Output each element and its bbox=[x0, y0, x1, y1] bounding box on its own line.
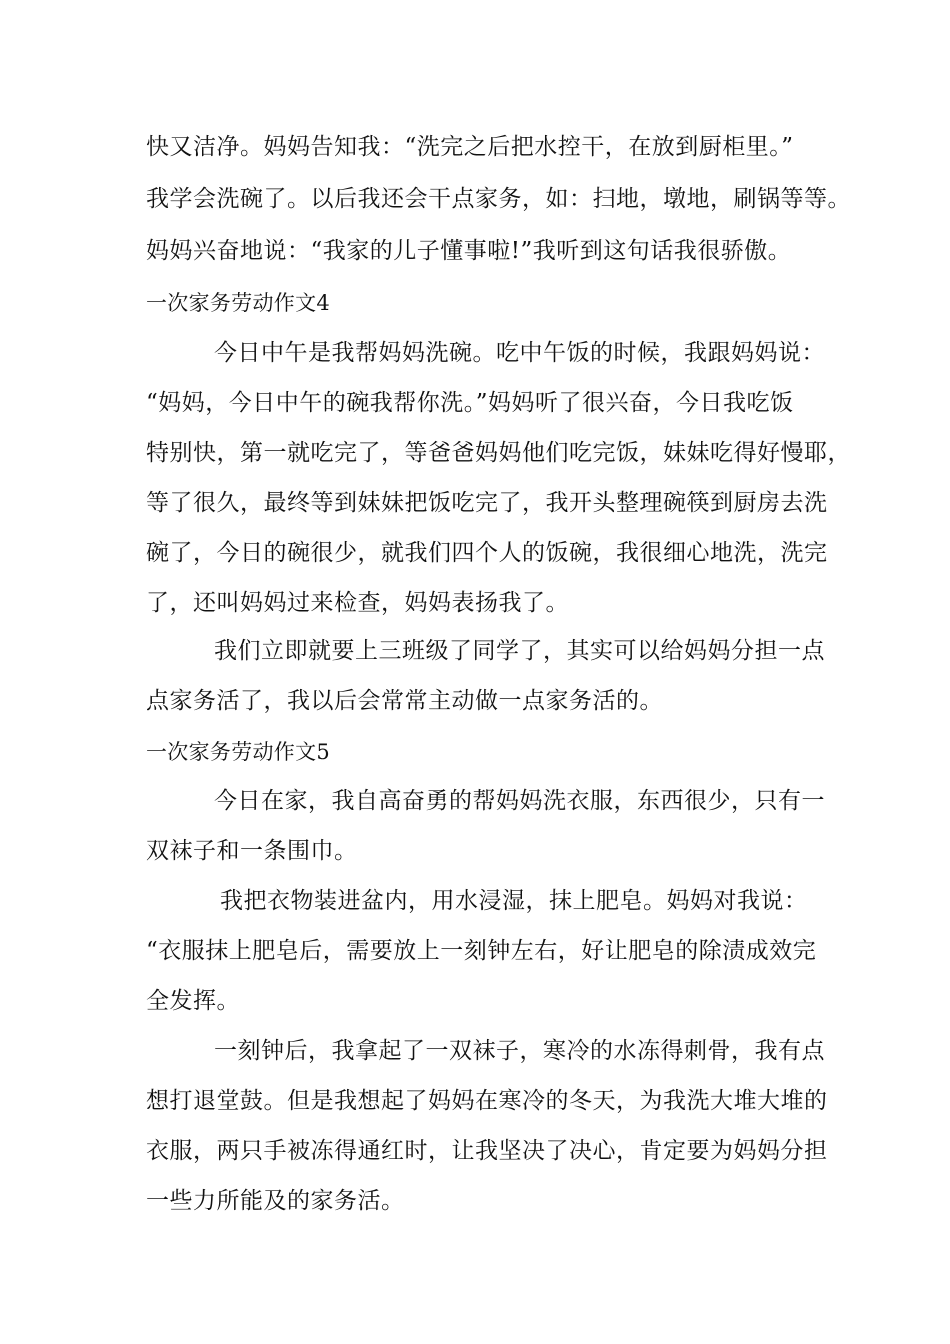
text-line: 我把衣物装进盆内，用水浸湿，抹上肥皂。妈妈对我说： bbox=[220, 888, 808, 914]
text-line: 点家务活了，我以后会常常主动做一点家务活的。 bbox=[146, 688, 663, 714]
text-line: 等了很久，最终等到妹妹把饭吃完了，我开头整理碗筷到厨房去洗 bbox=[146, 490, 828, 516]
text-line: 一刻钟后，我拿起了一双袜子，寒冷的水冻得刺骨，我有点 bbox=[214, 1038, 825, 1064]
section-heading: 一次家务劳动作文5 bbox=[146, 740, 331, 764]
text-line: 今日在家，我自高奋勇的帮妈妈洗衣服，东西很少，只有一 bbox=[214, 788, 825, 814]
text-line: 特别快，第一就吃完了，等爸爸妈妈他们吃完饭，妹妹吃得好慢耶， bbox=[146, 440, 851, 466]
text-line: 今日中午是我帮妈妈洗碗。吃中午饭的时候，我跟妈妈说： bbox=[214, 340, 825, 366]
text-line: 衣服，两只手被冻得通红时，让我坚决了决心，肯定要为妈妈分担 bbox=[146, 1138, 828, 1164]
text-line: “衣服抹上肥皂后，需要放上一刻钟左右，好让肥皂的除渍成效完 bbox=[146, 938, 817, 964]
text-line: 快又洁净。妈妈告知我：“洗完之后把水控干，在放到厨柜里。” bbox=[146, 134, 794, 160]
text-line: 我学会洗碗了。以后我还会干点家务，如：扫地，墩地，刷锅等等。 bbox=[146, 186, 851, 212]
text-line: 一些力所能及的家务活。 bbox=[146, 1188, 405, 1214]
text-line: “妈妈，今日中午的碗我帮你洗。”妈妈听了很兴奋，今日我吃饭 bbox=[146, 390, 794, 416]
text-line: 妈妈兴奋地说：“我家的儿子懂事啦!”我听到这句话我很骄傲。 bbox=[146, 238, 792, 264]
text-line: 想打退堂鼓。但是我想起了妈妈在寒冷的冬天，为我洗大堆大堆的 bbox=[146, 1088, 828, 1114]
text-line: 了，还叫妈妈过来检查，妈妈表扬我了。 bbox=[146, 590, 569, 616]
section-heading: 一次家务劳动作文4 bbox=[146, 291, 331, 315]
text-line: 全发挥。 bbox=[146, 988, 240, 1014]
text-line: 双袜子和一条围巾。 bbox=[146, 838, 358, 864]
text-line: 我们立即就要上三班级了同学了，其实可以给妈妈分担一点 bbox=[214, 638, 825, 664]
text-line: 碗了，今日的碗很少，就我们四个人的饭碗，我很细心地洗，洗完 bbox=[146, 540, 828, 566]
